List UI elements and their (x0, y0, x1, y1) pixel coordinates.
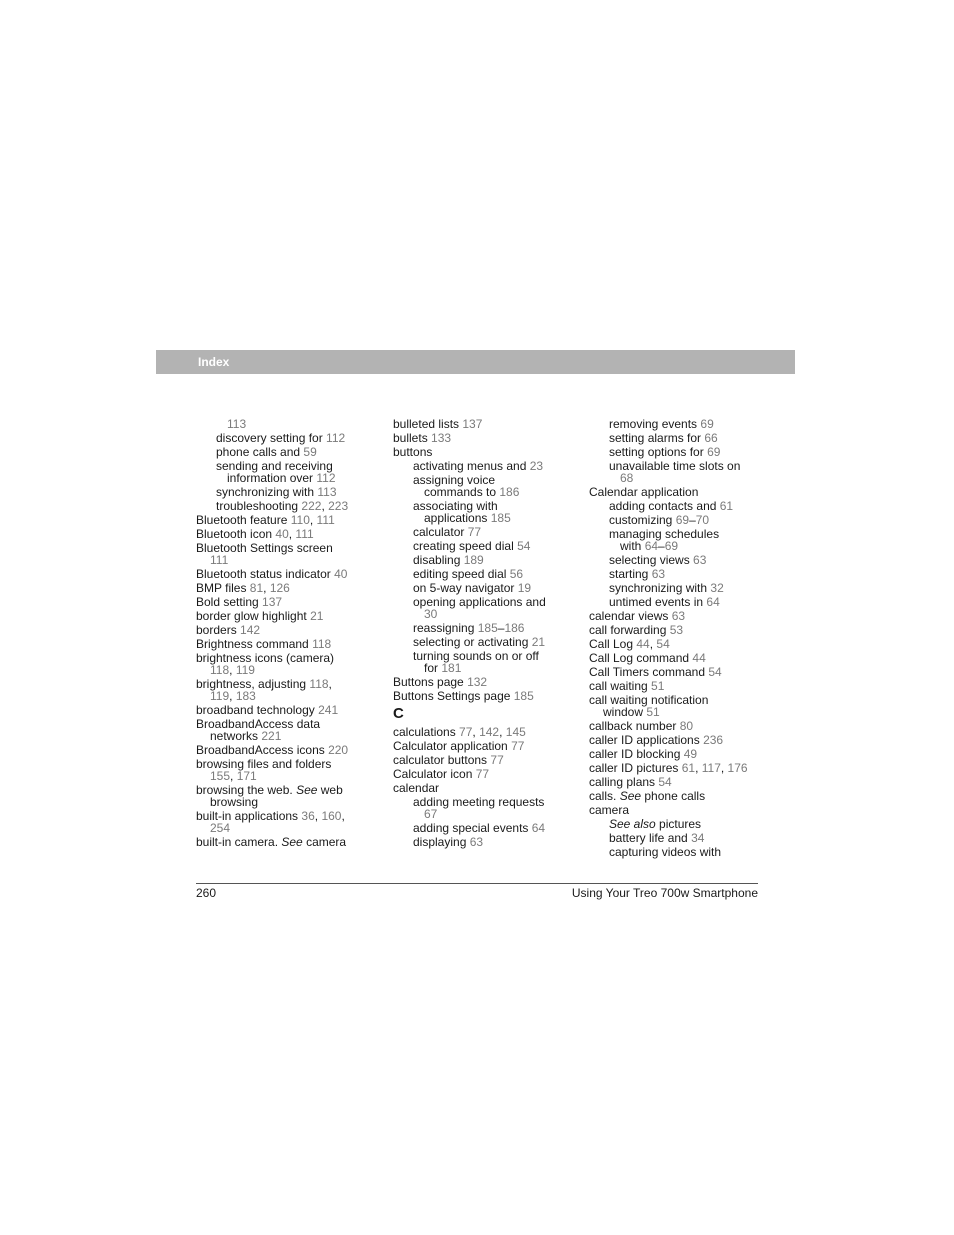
entry-text: Bold setting (196, 595, 263, 609)
index-subentry (196, 664, 376, 676)
page-reference: 111 (295, 527, 314, 541)
index-entry (589, 680, 769, 692)
index-entry (196, 528, 376, 540)
entry-text: for (424, 661, 442, 675)
index-subentry (393, 540, 573, 552)
entry-text: callback number (589, 719, 680, 733)
page-reference: 113 (317, 485, 337, 499)
index-subentry (393, 554, 573, 566)
page-reference: 54 (517, 539, 531, 553)
index-subentry (589, 846, 769, 858)
page-reference: 68 (620, 471, 634, 485)
index-entry (196, 582, 376, 594)
index-subentry (393, 596, 573, 608)
entry-text: buttons (393, 445, 433, 459)
entry-text: disabling (413, 553, 464, 567)
page-reference: 69 (700, 417, 714, 431)
page-reference: 69 (707, 445, 721, 459)
index-entry (393, 446, 573, 458)
page-reference: 171 (236, 769, 257, 783)
page-reference: 119 (235, 663, 255, 677)
index-entry (196, 596, 376, 608)
entry-text: calls. (589, 789, 620, 803)
index-subentry (589, 432, 769, 444)
entry-text: broadband technology (196, 703, 319, 717)
entry-text: , (720, 761, 728, 775)
page-reference: 77 (475, 767, 490, 781)
index-entry (196, 638, 376, 650)
entry-text: commands to (424, 485, 500, 499)
page-reference: 118 (309, 677, 329, 691)
entry-text: calculator buttons (393, 753, 491, 767)
page-reference: 61 (719, 499, 734, 513)
entry-text: calculations (393, 725, 460, 739)
index-subentry (589, 540, 769, 552)
page-reference: 189 (463, 553, 484, 567)
index-subentry (393, 796, 573, 808)
index-entry (589, 734, 769, 746)
entry-text: , (499, 725, 506, 739)
index-entry (393, 782, 573, 794)
entry-text: , (230, 769, 237, 783)
entry-text: displaying (413, 835, 470, 849)
entry-text: troubleshooting (216, 499, 302, 513)
index-subentry (393, 662, 573, 674)
entry-text: caller ID blocking (589, 747, 684, 761)
entry-text: selecting or activating (413, 635, 532, 649)
page-reference: 110 (290, 513, 310, 527)
index-subentry (393, 836, 573, 848)
index-entry (589, 804, 769, 816)
page-reference: 56 (509, 567, 524, 581)
entry-text: discovery setting for (216, 431, 327, 445)
index-column-1 (196, 418, 376, 848)
entry-text: managing schedules (609, 527, 720, 541)
page-reference: 185 (477, 621, 498, 635)
page-reference: 118 (312, 637, 332, 651)
page-reference: 80 (679, 719, 694, 733)
entry-text: built-in camera. (196, 835, 282, 849)
index-subentry (196, 486, 376, 498)
index-entry (196, 744, 376, 756)
entry-text: starting (609, 567, 652, 581)
index-subentry (393, 636, 573, 648)
entry-text: Calculator application (393, 739, 512, 753)
entry-text: turning sounds on or off (413, 649, 539, 663)
page-reference: 40 (275, 527, 289, 541)
entry-text: editing speed dial (413, 567, 510, 581)
index-entry (589, 638, 769, 650)
page-reference: 186 (504, 621, 525, 635)
page-reference: 142 (240, 623, 261, 637)
section-title: Index (198, 355, 230, 369)
entry-text: calendar (393, 781, 440, 795)
page-reference: 133 (431, 431, 452, 445)
cross-reference-label: See (296, 783, 318, 797)
index-entry (589, 610, 769, 622)
page-reference: 77 (459, 725, 473, 739)
page-reference: 67 (424, 807, 438, 821)
entry-text: Call Timers command (589, 665, 709, 679)
page-reference: 34 (691, 831, 705, 845)
entry-text: calculator (413, 525, 468, 539)
page-reference: 36 (301, 809, 315, 823)
entry-text: – (689, 513, 696, 527)
entry-text: information over (227, 471, 317, 485)
page-reference: 126 (269, 581, 290, 595)
index-subentry (393, 622, 573, 634)
entry-text: browsing (210, 795, 259, 809)
entry-text: Call Log (589, 637, 637, 651)
entry-text: , (288, 527, 296, 541)
entry-text: selecting views (609, 553, 694, 567)
index-entry (393, 726, 573, 738)
index-subentry (393, 608, 573, 620)
index-entry (393, 754, 573, 766)
entry-text: battery life and (609, 831, 692, 845)
entry-text: BroadbandAccess data (196, 717, 321, 731)
page-reference: 63 (671, 609, 686, 623)
index-entry (589, 748, 769, 760)
entry-text: Bluetooth Settings screen (196, 541, 333, 555)
page-reference: 77 (490, 753, 504, 767)
entry-text: caller ID pictures (589, 761, 682, 775)
entry-text: BroadbandAccess icons (196, 743, 329, 757)
entry-text: synchronizing with (609, 581, 711, 595)
index-subentry (196, 690, 376, 702)
index-entry (393, 690, 573, 702)
page-reference: 142 (479, 725, 500, 739)
entry-text: reassigning (413, 621, 478, 635)
page-reference: 53 (669, 623, 684, 637)
index-subentry (589, 500, 769, 512)
index-entry (589, 652, 769, 664)
entry-text: bulleted lists (393, 417, 463, 431)
index-subentry (589, 596, 769, 608)
entry-text: borders (196, 623, 241, 637)
index-subentry (196, 554, 376, 566)
entry-text: Buttons page (393, 675, 468, 689)
page-reference: 183 (235, 689, 256, 703)
cross-reference-label: See (281, 835, 303, 849)
entry-text: Calendar application (589, 485, 699, 499)
page-reference: 32 (710, 581, 724, 595)
page-reference: 30 (424, 607, 438, 621)
index-subentry (196, 822, 376, 834)
cross-reference-label: See (619, 789, 642, 803)
footer-divider (196, 883, 758, 884)
entry-text: brightness, adjusting (196, 677, 310, 691)
page-reference: 63 (469, 835, 484, 849)
page-reference: 54 (658, 775, 672, 789)
page-reference: 132 (467, 675, 488, 689)
index-subentry (589, 514, 769, 526)
entry-text: Call Log command (589, 651, 693, 665)
index-subentry (393, 582, 573, 594)
entry-text: brightness icons (camera) (196, 651, 335, 665)
entry-text: call forwarding (589, 623, 670, 637)
entry-text: web (317, 783, 343, 797)
page-reference: 241 (318, 703, 339, 717)
entry-text: browsing the web. (196, 783, 297, 797)
page-reference: 112 (326, 431, 346, 445)
page-reference: 64 (531, 821, 546, 835)
entry-text: Bluetooth status indicator (196, 567, 335, 581)
page-reference: 221 (261, 729, 282, 743)
entry-text: window (603, 705, 647, 719)
entry-text: pictures (655, 817, 702, 831)
index-entry (196, 610, 376, 622)
entry-text: – (658, 539, 665, 553)
index-entry (393, 432, 573, 444)
entry-text: associating with (413, 499, 498, 513)
page-reference: 44 (692, 651, 706, 665)
entry-text: opening applications and (413, 595, 546, 609)
page-reference: 40 (334, 567, 348, 581)
page-reference: 112 (316, 471, 336, 485)
index-subentry (589, 472, 769, 484)
page-reference: 185 (513, 689, 534, 703)
page-reference: 185 (490, 511, 511, 525)
index-entry (589, 762, 769, 774)
page-reference: 111 (210, 553, 229, 567)
entry-text: customizing (609, 513, 676, 527)
entry-text: , (309, 513, 317, 527)
index-entry (196, 514, 376, 526)
index-subentry (196, 446, 376, 458)
page-reference: 69 (675, 513, 690, 527)
index-entry (589, 720, 769, 732)
page-reference: 61 (681, 761, 696, 775)
entry-text: camera (302, 835, 347, 849)
entry-text: with (620, 539, 645, 553)
index-subentry (196, 796, 376, 808)
entry-text: , (321, 499, 329, 513)
index-subentry (393, 486, 573, 498)
page-reference: 63 (651, 567, 666, 581)
cross-reference-label: See also (609, 817, 656, 831)
entry-text: sending and receiving (216, 459, 333, 473)
entry-text: adding contacts and (609, 499, 720, 513)
entry-text: call waiting notification (589, 693, 709, 707)
entry-text: , (263, 581, 270, 595)
page-reference: 51 (651, 679, 665, 693)
page-reference: 44 (636, 637, 650, 651)
page-reference: 113 (227, 417, 247, 431)
page-reference: 77 (511, 739, 525, 753)
index-column-3 (589, 418, 769, 858)
index-entry (393, 740, 573, 752)
page-reference: 66 (704, 431, 718, 445)
page-reference: 220 (328, 743, 349, 757)
page-reference: 59 (303, 445, 317, 459)
entry-text: assigning voice (413, 473, 496, 487)
entry-text: , (314, 809, 322, 823)
page-number: 260 (196, 886, 217, 900)
index-entry (589, 486, 769, 498)
index-subentry (196, 770, 376, 782)
page-reference: 64 (644, 539, 659, 553)
index-entry (589, 624, 769, 636)
entry-text: , (328, 677, 332, 691)
index-column-2 (393, 418, 573, 848)
page-reference: 186 (499, 485, 520, 499)
page-reference: 23 (529, 459, 544, 473)
index-entry (393, 676, 573, 688)
page-reference: 19 (517, 581, 532, 595)
index-subentry (589, 582, 769, 594)
entry-text: bullets (393, 431, 432, 445)
index-subentry (393, 650, 573, 662)
index-subentry (589, 418, 769, 430)
page-reference: 21 (531, 635, 546, 649)
entry-text: unavailable time slots on (609, 459, 741, 473)
index-subentry (589, 818, 769, 830)
entry-text: , (341, 809, 345, 823)
entry-text: , (472, 725, 480, 739)
index-entry (196, 624, 376, 636)
page-reference: 181 (441, 661, 462, 675)
entry-text: synchronizing with (216, 485, 318, 499)
entry-text: setting options for (609, 445, 708, 459)
section-header-bar (156, 350, 795, 374)
page-reference: 145 (505, 725, 526, 739)
page-reference: 254 (210, 821, 231, 835)
entry-text: browsing files and folders (196, 757, 332, 771)
index-subentry (589, 446, 769, 458)
entry-text: calling plans (589, 775, 659, 789)
index-subentry (589, 460, 769, 472)
page-reference: 81 (249, 581, 264, 595)
page-reference: 155 (210, 769, 231, 783)
index-subentry (589, 528, 769, 540)
index-entry (589, 666, 769, 678)
page-reference: 160 (321, 809, 342, 823)
entry-text: caller ID applications (589, 733, 704, 747)
index-subentry (196, 432, 376, 444)
entry-text: border glow highlight (196, 609, 311, 623)
index-subentry (196, 500, 376, 512)
page-reference: 137 (262, 595, 283, 609)
index-subentry (393, 568, 573, 580)
entry-text: adding meeting requests (413, 795, 545, 809)
index-entry (196, 568, 376, 580)
index-subentry (196, 472, 376, 484)
page-reference: 54 (708, 665, 722, 679)
page-reference: 54 (656, 637, 670, 651)
entry-text: , (229, 663, 236, 677)
page-reference: 236 (703, 733, 724, 747)
entry-text: phone calls (641, 789, 706, 803)
index-subentry (589, 568, 769, 580)
entry-text: , (695, 761, 702, 775)
entry-text: calendar views (589, 609, 672, 623)
book-title: Using Your Treo 700w Smartphone (571, 886, 758, 900)
index-subentry (196, 730, 376, 742)
entry-text: applications (424, 511, 491, 525)
page-reference: 117 (701, 761, 721, 775)
index-subentry (393, 526, 573, 538)
entry-text: Buttons Settings page (393, 689, 514, 703)
index-subentry (393, 808, 573, 820)
page-reference: 223 (328, 499, 349, 513)
entry-text: setting alarms for (609, 431, 705, 445)
entry-text: creating speed dial (413, 539, 518, 553)
page-reference: 77 (467, 525, 482, 539)
index-entry (196, 704, 376, 716)
entry-text: BMP files (196, 581, 250, 595)
page-reference: 70 (695, 513, 710, 527)
index-entry (589, 790, 769, 802)
entry-text: phone calls and (216, 445, 304, 459)
entry-text: Bluetooth feature (196, 513, 291, 527)
entry-text: capturing videos with (609, 845, 722, 859)
entry-text: , (649, 637, 657, 651)
entry-text: activating menus and (413, 459, 530, 473)
entry-text: , (229, 689, 236, 703)
page-reference: 222 (301, 499, 322, 513)
index-subentry (393, 460, 573, 472)
entry-text: camera (589, 803, 630, 817)
index-subentry (589, 832, 769, 844)
entry-text: adding special events (413, 821, 532, 835)
page-reference: 119 (210, 689, 230, 703)
page-reference: 111 (316, 513, 335, 527)
page-reference: 118 (210, 663, 230, 677)
index-subentry (393, 822, 573, 834)
index-entry (393, 418, 573, 430)
entry-text: – (497, 621, 505, 635)
entry-text: networks (210, 729, 262, 743)
entry-text: built-in applications (196, 809, 302, 823)
index-entry (393, 768, 573, 780)
page-reference: 69 (664, 539, 679, 553)
index-subentry (589, 554, 769, 566)
entry-text: Brightness command (196, 637, 313, 651)
index-subentry (589, 706, 769, 718)
page-reference: 49 (683, 747, 698, 761)
index-subentry (196, 418, 376, 430)
entry-text: untimed events in (609, 595, 707, 609)
index-entry (196, 836, 376, 848)
entry-text: Bluetooth icon (196, 527, 276, 541)
page-reference: 64 (706, 595, 720, 609)
page-reference: 21 (310, 609, 324, 623)
page-reference: 63 (693, 553, 707, 567)
index-letter-heading: C (393, 705, 404, 722)
page-reference: 176 (727, 761, 748, 775)
index-entry (589, 776, 769, 788)
page-reference: 137 (462, 417, 483, 431)
page-reference: 51 (646, 705, 660, 719)
entry-text: removing events (609, 417, 701, 431)
entry-text: Calculator icon (393, 767, 476, 781)
entry-text: call waiting (589, 679, 652, 693)
index-subentry (393, 512, 573, 524)
entry-text: on 5-way navigator (413, 581, 518, 595)
